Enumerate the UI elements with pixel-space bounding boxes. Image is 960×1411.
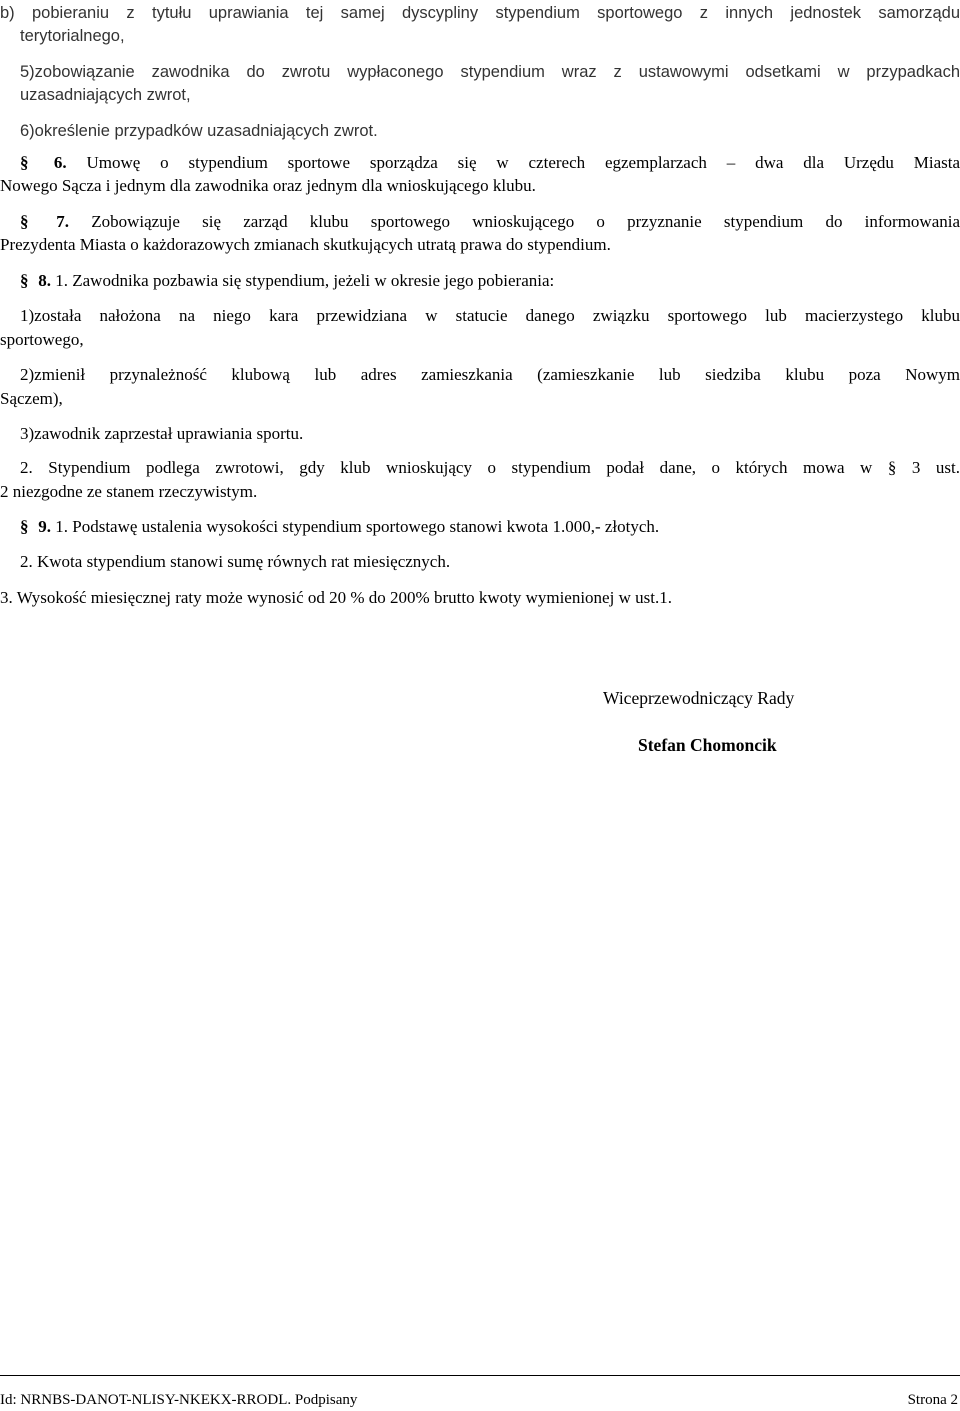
list-item-b: b) pobieraniu z tytułu uprawiania tej samej dyscypliny stypendium sportowego z innych jednostek samorządu — [0, 4, 960, 22]
document-id: Id: NRNBS-DANOT-NLISY-NKEKX-RRODL. Podpisany — [0, 1392, 358, 1408]
paragraph-8-ust-2 — [20, 457, 960, 479]
section-sign: § — [20, 271, 29, 290]
paragraph-6-continuation: Nowego Sącza i jednym dla zawodnika oraz jednym dla wnioskującego klubu. — [0, 176, 536, 195]
list-item-1: 1)została nałożona na niego kara przewidziana w statucie danego związku sportowego lub macierzystego klubu — [20, 306, 960, 325]
signature-role: Wiceprzewodniczący Rady — [603, 688, 795, 708]
paragraph-text: Zobowiązuje się zarząd klubu sportowego wnioskującego o przyznanie stypendium do informowania — [91, 212, 960, 231]
paragraph-text: 1. Podstawę ustalenia wysokości stypendium sportowego stanowi kwota 1.000,- złotych. — [55, 517, 660, 536]
signature-name: Stefan Chomoncik — [638, 735, 777, 755]
page-number: Strona 2 — [907, 1392, 958, 1408]
list-item-6: 6)określenie przypadków uzasadniających zwrot. — [20, 122, 378, 140]
list-item-1-continuation: sportowego, — [0, 330, 84, 349]
paragraph-8 — [20, 270, 960, 292]
paragraph-8-ust-2-continuation: 2 niezgodne ze stanem rzeczywistym. — [0, 482, 258, 501]
section-sign: § — [20, 212, 29, 231]
paragraph-9-ust-3: 3. Wysokość miesięcznej raty może wynosić od 20 % do 200% brutto kwoty wymienionej w ust.1. — [0, 588, 672, 607]
paragraph-number: 7. — [56, 212, 69, 231]
list-item-5: 5)zobowiązanie zawodnika do zwrotu wypłaconego stypendium wraz z ustawowymi odsetkami w przypadkach — [20, 63, 960, 81]
paragraph-7 — [20, 211, 960, 233]
paragraph-7-continuation: Prezydenta Miasta o każdorazowych zmianach skutkujących utratą prawa do stypendium. — [0, 235, 611, 254]
paragraph-number: 9. — [38, 517, 51, 536]
paragraph-text: 1. Zawodnika pozbawia się stypendium, jeżeli w okresie jego pobierania: — [55, 271, 555, 290]
list-item-b-continuation: terytorialnego, — [20, 27, 125, 45]
section-sign: § — [20, 153, 29, 172]
list-item-3: 3)zawodnik zaprzestał uprawiania sportu. — [20, 424, 304, 443]
paragraph-9 — [20, 516, 960, 538]
paragraph-number: 6. — [53, 153, 67, 172]
footer-divider — [0, 1375, 960, 1376]
paragraph-9-ust-2: 2. Kwota stypendium stanowi sumę równych rat miesięcznych. — [20, 552, 451, 571]
list-item-5-continuation: uzasadniających zwrot, — [20, 86, 191, 104]
ust-2-text: 2. Stypendium podlega zwrotowi, gdy klub wnioskujący o stypendium podał dane, o których mowa w — [20, 458, 873, 477]
section-sign: § — [20, 517, 29, 536]
list-item-2: 2)zmienił przynależność klubową lub adres zamieszkania (zamieszkanie lub siedziba klubu poza Nowym — [20, 365, 960, 384]
paragraph-text: Umowę o stypendium sportowe sporządza się w czterech egzemplarzach – dwa dla Urzędu Miasta — [86, 153, 960, 172]
paragraph-6 — [20, 152, 960, 174]
ust-2-reference: § 3 ust. — [887, 458, 960, 477]
list-item-2-continuation: Sączem), — [0, 389, 63, 408]
paragraph-number: 8. — [38, 271, 51, 290]
